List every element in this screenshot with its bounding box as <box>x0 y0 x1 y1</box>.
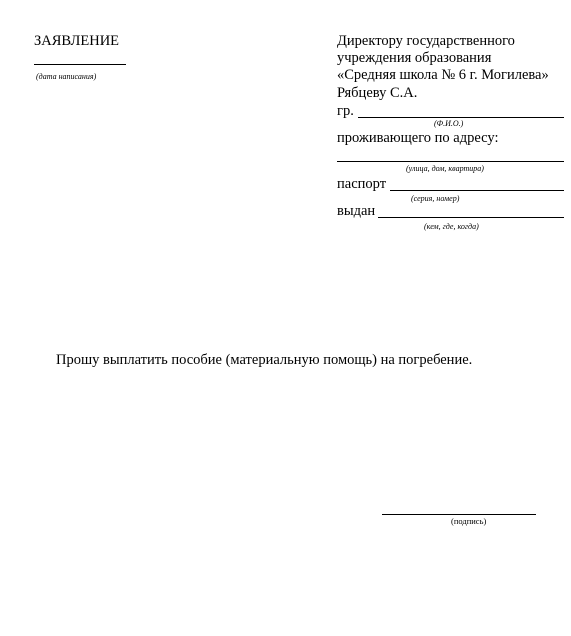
document-title: ЗАЯВЛЕНИЕ <box>34 33 120 49</box>
addressee-line-4: Рябцеву С.А. <box>337 85 418 101</box>
passport-caption: (серия, номер) <box>411 194 460 203</box>
addressee-line-3: «Средняя школа № 6 г. Могилева» <box>337 67 549 83</box>
issued-caption: (кем, где, когда) <box>424 222 479 231</box>
date-line <box>34 64 126 65</box>
address-line <box>337 161 564 162</box>
signature-caption: (подпись) <box>451 516 487 526</box>
fio-line <box>358 117 564 118</box>
issued-line <box>378 217 564 218</box>
fio-prefix: гр. <box>337 103 354 119</box>
passport-label: паспорт <box>337 176 387 192</box>
fio-caption: (Ф.И.О.) <box>434 119 464 128</box>
street-caption: (улица, дом, квартира) <box>406 164 484 173</box>
addressee-line-2: учреждения образования <box>337 50 492 66</box>
living-address-label: проживающего по адресу: <box>337 130 499 146</box>
date-caption: (дата написания) <box>36 72 97 81</box>
addressee-line-1: Директору государственного <box>337 33 515 49</box>
passport-line <box>390 190 564 191</box>
request-text: Прошу выплатить пособие (материальную помощь) на погребение. <box>56 352 473 368</box>
signature-line <box>382 514 536 515</box>
issued-label: выдан <box>337 203 376 219</box>
